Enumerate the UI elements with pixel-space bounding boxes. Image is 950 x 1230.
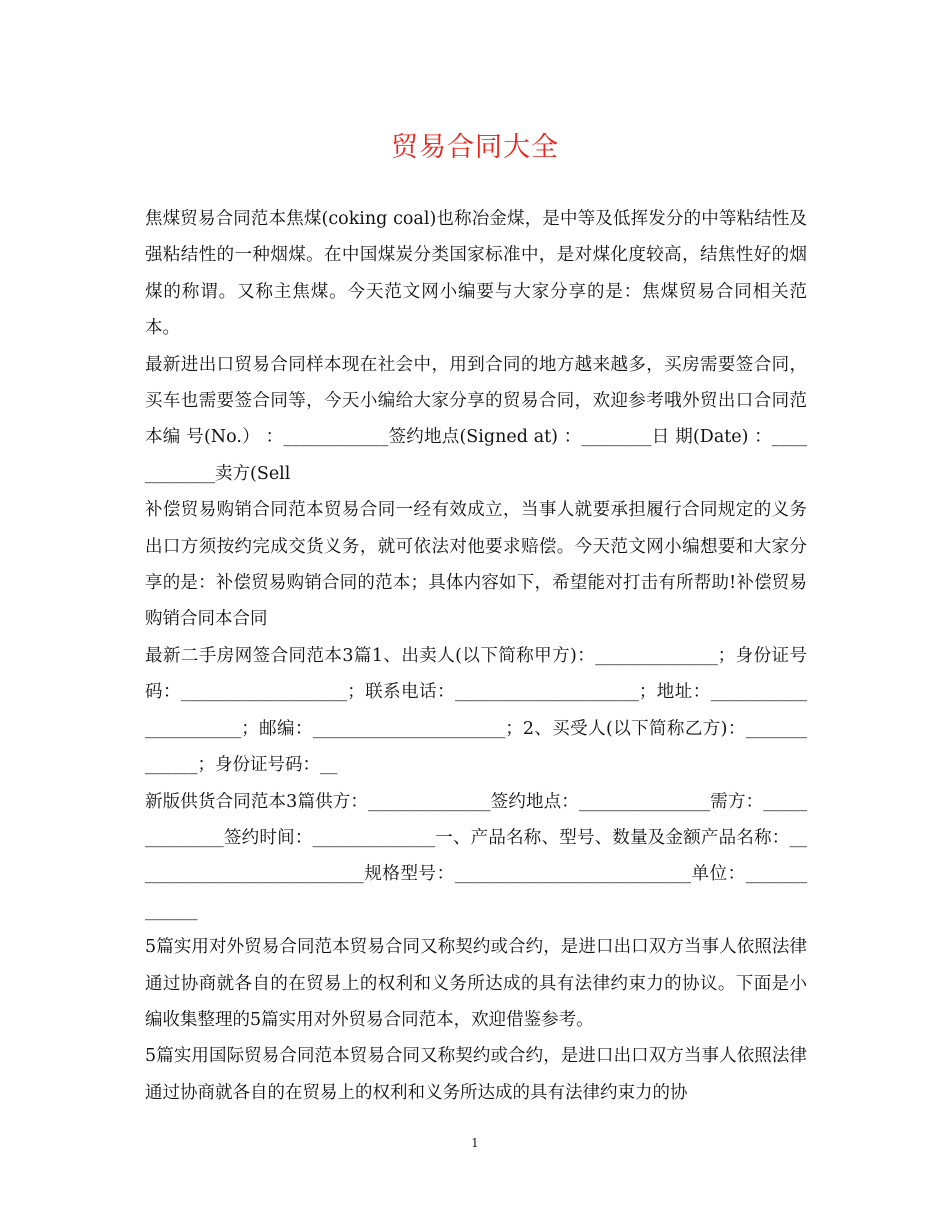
paragraph-second-hand-house: 最新二手房网签合同范本3篇1、出卖人(以下简称甲方)：______________；身份证号码：___________________；联系电话：_____________________；地址：______________________；邮编：______________________；2、买受人(以下简称乙方)：_____________；身份证号码：__ — [145, 645, 807, 776]
paragraph-compensation-trade: 补偿贸易购销合同范本贸易合同一经有效成立，当事人就要承担履行合同规定的义务出口方须按约完成交货义务，就可依法对他要求赔偿。今天范文网小编想要和大家分享的是：补偿贸易购销合同的范本；具体内容如下，希望能对打击有所帮助!补偿贸易购销合同本合同 — [145, 500, 807, 630]
paragraph-international-trade: 5篇实用国际贸易合同范本贸易合同又称契约或合约，是进口出口双方当事人依照法律通过协商就各自的在贸易上的权利和义务所达成的具有法律约束力的协 — [145, 1046, 807, 1103]
paragraph-import-export: 最新进出口贸易合同样本现在社会中，用到合同的地方越来越多，买房需要签合同，买车也需要签合同等，今天小编给大家分享的贸易合同，欢迎参考哦外贸出口合同范本编 号(No.） ：____________签约地点(Signed at) ：________日 期(Date) ：____________卖方(Sell — [145, 354, 807, 484]
paragraph-foreign-trade: 5篇实用对外贸易合同范本贸易合同又称契约或合约，是进口出口双方当事人依照法律通过协商就各自的在贸易上的权利和义务所达成的具有法律约束力的协议。下面是小编收集整理的5篇实用对外贸易合同范本，欢迎借鉴参考。 — [145, 937, 807, 1030]
page-number: 1 — [471, 1136, 479, 1150]
document-title: 贸易合同大全 — [391, 132, 559, 163]
paragraph-supply-contract: 新版供货合同范本3篇供方：______________签约地点：_______________需方：______________签约时间：______________一、产品名称、型号、数量及金额产品名称：___________________________规格型号：___________________________单位：_____________ — [145, 791, 807, 921]
paragraph-coking-coal: 焦煤贸易合同范本焦煤(coking coal)也称冶金煤，是中等及低挥发分的中等粘结性及强粘结性的一种烟煤。在中国煤炭分类国家标准中，是对煤化度较高，结焦性好的烟煤的称谓。又称主焦煤。今天范文网小编要与大家分享的是：焦煤贸易合同相关范本。 — [145, 209, 807, 339]
document-body — [145, 201, 807, 1111]
